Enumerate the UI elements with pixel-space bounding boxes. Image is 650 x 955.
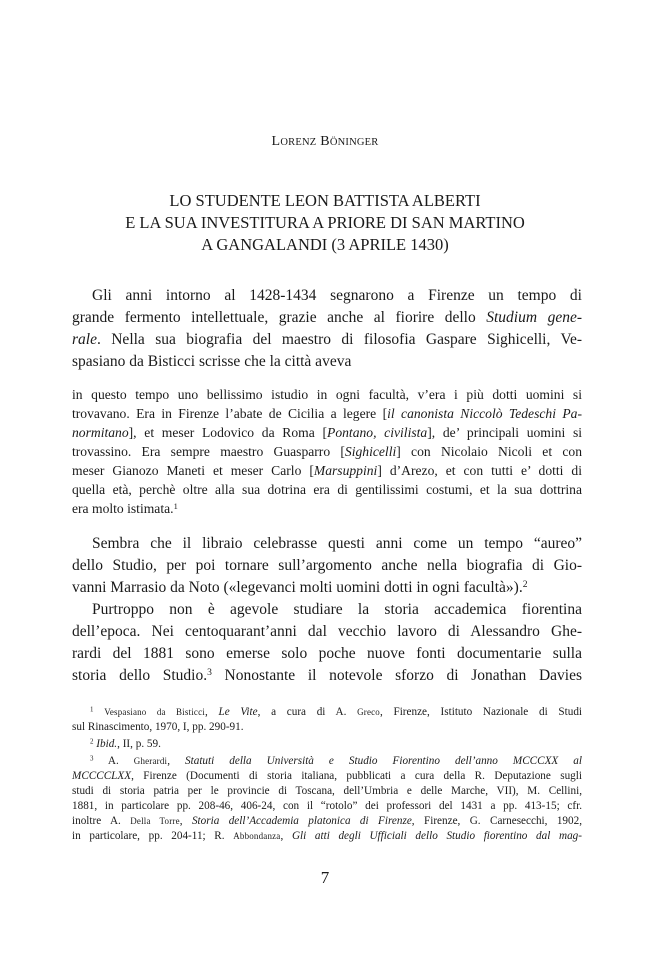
text: in questo tempo uno bellissimo istudio in ogni facultà, v’era i più dotti uomini si <box>72 387 582 402</box>
quote-line <box>72 499 582 518</box>
footnote-line <box>72 720 582 734</box>
title-line: A GANGALANDI (3 APRILE 1430) <box>201 235 449 254</box>
text: , a cura di A. <box>257 706 358 718</box>
text: , Firenze, G. Carnesecchi, 1902, <box>411 815 583 827</box>
italic-text: rale <box>72 331 97 348</box>
text: dell’epoca. Nei centoquarant’anni dal vecchio lavoro di Alessandro Ghe- <box>72 623 582 640</box>
text: meser Gianozo Maneti et meser Carlo [ <box>72 463 314 478</box>
footnote-line <box>72 799 582 813</box>
footnote-line <box>72 829 582 843</box>
body-line <box>72 578 582 598</box>
text: inoltre A. <box>72 815 131 827</box>
text: sul Rinascimento, 1970, I, pp. 290-91. <box>72 721 244 733</box>
italic-text: Marsuppini <box>313 463 378 478</box>
text: storia dello Studio. <box>72 667 208 684</box>
text: , <box>167 755 186 767</box>
italic-text: Gli atti degli Ufficiali dello Studio fiorentino dal mag- <box>291 830 582 842</box>
author-initial: L <box>271 134 281 149</box>
italic-text: Ibid. <box>96 738 118 750</box>
author-last-initial: B <box>320 134 330 149</box>
body-line <box>72 534 582 554</box>
footnote-number: 1 <box>90 705 94 714</box>
text: , II, p. 59. <box>117 738 161 750</box>
footnote-number: 3 <box>90 754 94 763</box>
text: trovassino. Era sempre maestro Guasparro [ <box>72 444 345 459</box>
text: . Nella sua biografia del maestro di filosofia Gaspare Sighicelli, Ve- <box>96 331 582 348</box>
italic-text: normitano <box>72 425 129 440</box>
italic-text: MCCCCLXX <box>72 770 132 782</box>
quote-line <box>72 423 582 442</box>
text: studi di storia patria per le provincie di Toscana, dell’Umbria e delle Marche, VII), M. Cellini, <box>72 785 582 797</box>
footnote-line <box>72 769 582 783</box>
text: , Firenze, Istituto Nazionale di Studi <box>379 706 583 718</box>
text: Purtroppo non è agevole studiare la storia accademica fiorentina <box>92 601 582 618</box>
body-line <box>72 330 582 350</box>
text: ], de’ principali uomini si <box>427 425 583 440</box>
italic-text: Le Vite <box>218 706 258 718</box>
text: grande fermento intellettuale, grazie anche al fiorire dello <box>72 309 487 326</box>
text: , <box>280 830 292 842</box>
smallcaps-text: Gherardi <box>133 756 168 766</box>
text: , <box>179 815 192 827</box>
author-first-smallcaps: ORENZ <box>280 137 317 148</box>
text: Sembra che il libraio celebrasse questi anni come un tempo “aureo” <box>92 535 582 552</box>
quote-line <box>72 442 582 461</box>
article-title <box>0 190 650 256</box>
text: 1881, in particolare pp. 208-46, 406-24, con il “rotolo” dei professori del 1431 a pp. 413-15; cfr. <box>72 800 582 812</box>
footnote-line <box>72 814 582 828</box>
body-line <box>72 666 582 686</box>
smallcaps-text: Vespasiano da Bisticci <box>104 707 205 717</box>
text: Gli anni intorno al 1428-1434 segnarono a Firenze un tempo di <box>92 287 582 304</box>
text: dello Studio, per poi tornare sull’argomento anche nella biografia di Gio- <box>72 557 582 574</box>
footnote-line <box>72 754 582 768</box>
text: , Firenze (Documenti di storia italiana, pubblicati a cura della R. Deputazione sugli <box>131 770 582 782</box>
smallcaps-text: Abbondanza <box>233 831 281 841</box>
body-line <box>72 352 582 372</box>
smallcaps-text: Della Torre <box>130 816 180 826</box>
body-line <box>72 622 582 642</box>
text: A. <box>107 755 134 767</box>
footnote-ref[interactable]: 2 <box>522 579 528 591</box>
text: quella età, perchè oltre alla sua dotrina era di gentilissimi costumi, et la sua dottrina <box>72 482 582 497</box>
text: , <box>204 706 219 718</box>
text: Nonostante il notevole sforzo di Jonathan Davies <box>211 667 583 684</box>
text: ] d’Arezo, et con tutti e’ dotti di <box>377 463 583 478</box>
italic-text: il canonista Niccolò Tedeschi Pa- <box>387 406 582 421</box>
body-line <box>72 308 582 328</box>
text: era molto istimata. <box>72 501 174 516</box>
footnote-line <box>72 784 582 798</box>
italic-text: Studium gene- <box>486 309 582 326</box>
text: ] con Nicolaio Nicoli et con <box>396 444 582 459</box>
quote-line <box>72 404 582 423</box>
text: vanni Marrasio da Noto («legevanci molti uomini dotti in ogni facultà»). <box>72 579 523 596</box>
title-line: LO STUDENTE LEON BATTISTA ALBERTI <box>169 191 481 210</box>
footnote-ref[interactable]: 3 <box>207 667 212 679</box>
footnote-number: 2 <box>90 737 94 746</box>
body-line <box>72 556 582 576</box>
footnote-line <box>72 737 582 751</box>
body-line <box>72 600 582 620</box>
page-number: 7 <box>320 868 330 887</box>
text: rardi del 1881 sono emerse solo poche nuove fonti documentarie sulla <box>72 645 582 662</box>
smallcaps-text: Greco <box>357 707 380 717</box>
quote-line <box>72 480 582 499</box>
footnote-ref[interactable]: 1 <box>173 500 178 511</box>
quote-line <box>72 385 582 404</box>
author-last-smallcaps: ÖNINGER <box>329 137 379 148</box>
body-line <box>72 644 582 664</box>
text: ], et meser Lodovico da Roma [ <box>128 425 328 440</box>
text: trovavano. Era in Firenze l’abate de Cicilia a legere [ <box>72 406 388 421</box>
quote-line <box>72 461 582 480</box>
italic-text: Storia dell’Accademia platonica di Firenze <box>191 815 412 827</box>
title-line: E LA SUA INVESTITURA A PRIORE DI SAN MARTINO <box>125 213 525 232</box>
italic-text: Pontano, civilista <box>327 425 428 440</box>
author-name <box>0 134 650 150</box>
footnote-line <box>72 705 582 719</box>
body-line <box>72 286 582 306</box>
text: spasiano da Bisticci scrisse che la città aveva <box>72 353 352 370</box>
text: in particolare, pp. 204-11; R. <box>72 830 234 842</box>
italic-text: Statuti della Università e Studio Fiorentino dell’anno MCCCXX al <box>185 755 582 767</box>
italic-text: Sighicelli <box>344 444 397 459</box>
